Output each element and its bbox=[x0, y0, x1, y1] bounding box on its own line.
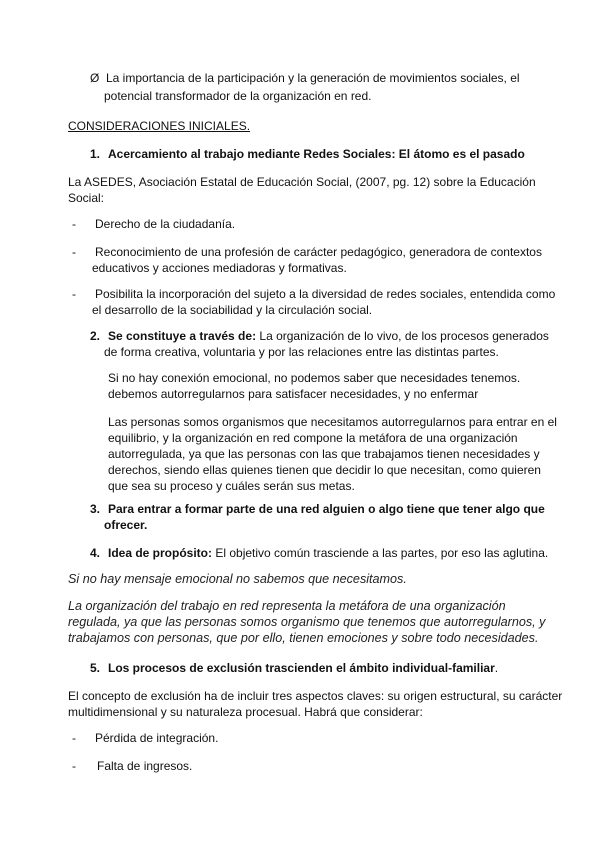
item-number: 5. bbox=[90, 661, 101, 675]
intro-line: La importancia de la participación y la generación de movimientos sociales, el bbox=[106, 71, 520, 85]
exclusion-line: multidimensional y su naturaleza procesual. Habrá que considerar: bbox=[68, 705, 423, 719]
section-heading: CONSIDERACIONES INICIALES. bbox=[68, 119, 251, 133]
dash-bullet-icon: - bbox=[72, 759, 76, 773]
para-line: equilibrio, y la organización en red compone la metáfora de una organización bbox=[108, 431, 518, 445]
item-number: 3. bbox=[90, 502, 101, 516]
dash-item-line: Falta de ingresos. bbox=[97, 759, 193, 773]
item2-line: de forma creativa, voluntaria y por las relaciones entre las distintas partes. bbox=[104, 345, 499, 359]
item-number: 1. bbox=[90, 147, 101, 161]
asedes-line: La ASEDES, Asociación Estatal de Educación Social, (2007, pg. 12) sobre la Educación bbox=[68, 175, 536, 189]
italic-note: Si no hay mensaje emocional no sabemos que necesitamos. bbox=[68, 572, 407, 586]
italic-note: regulada, ya que las personas somos organismo que tenemos que autorregularnos, y bbox=[68, 615, 546, 629]
italic-note: La organización del trabajo en red representa la metáfora de una organización bbox=[68, 599, 506, 613]
dash-bullet-icon: - bbox=[72, 731, 76, 745]
para-line: que sea su proceso y cuáles serán sus metas. bbox=[108, 479, 355, 493]
item5-tail: . bbox=[494, 661, 499, 675]
dash-item-line: el desarrollo de la sociabilidad y la circulación social. bbox=[92, 303, 373, 317]
dash-item-line: Reconocimiento de una profesión de carácter pedagógico, generadora de contextos bbox=[95, 245, 542, 259]
dash-item-line: Pérdida de integración. bbox=[95, 731, 219, 745]
item3-line: ofrecer. bbox=[104, 518, 148, 532]
item1-title: Acercamiento al trabajo mediante Redes Sociales: El átomo es el pasado bbox=[108, 147, 525, 161]
para-line: debemos autorregularnos para satisfacer necesidades, y no enfermar bbox=[108, 387, 479, 401]
para-line: autorregulada, ya que las personas con las que trabajamos tienen necesidades y bbox=[108, 447, 540, 461]
para-line: derechos, siendo ellas quienes tienen que decidir lo que necesitan, como quieren bbox=[108, 463, 541, 477]
item4-text: El objetivo común trasciende a las partes, por eso las aglutina. bbox=[212, 546, 549, 560]
item3-line: Para entrar a formar parte de una red alguien o algo tiene que tener algo que bbox=[108, 502, 545, 516]
item2-line bbox=[108, 328, 549, 344]
item5-title: Los procesos de exclusión trascienden el ámbito individual-familiar bbox=[108, 661, 495, 675]
item4-line bbox=[108, 545, 548, 561]
dash-item-line: Derecho de la ciudadanía. bbox=[95, 217, 236, 231]
item4-title: Idea de propósito: bbox=[108, 546, 213, 560]
item-number: 4. bbox=[90, 546, 101, 560]
italic-note: trabajamos con personas, que por ello, tienen emociones y sobre todo necesidades. bbox=[68, 631, 539, 645]
dash-item-line: Posibilita la incorporación del sujeto a la diversidad de redes sociales, entendida como bbox=[95, 287, 556, 301]
intro-bullet-icon: Ø bbox=[90, 71, 100, 85]
item2-text: La organización de lo vivo, de los procesos generados bbox=[256, 329, 549, 343]
asedes-line: Social: bbox=[68, 191, 105, 205]
para-line: Si no hay conexión emocional, no podemos saber que necesidades tenemos. bbox=[108, 371, 521, 385]
item5-line bbox=[108, 660, 498, 676]
dash-item-line: educativos y acciones mediadoras y formativas. bbox=[92, 261, 347, 275]
exclusion-line: El concepto de exclusión ha de incluir tres aspectos claves: su origen estructural, su carácter bbox=[68, 689, 563, 703]
intro-line: potencial transformador de la organización en red. bbox=[104, 89, 372, 103]
item2-title: Se constituye a través de: bbox=[108, 329, 257, 343]
dash-bullet-icon: - bbox=[72, 245, 76, 259]
dash-bullet-icon: - bbox=[72, 217, 76, 231]
para-line: Las personas somos organismos que necesitamos autorregularnos para entrar en el bbox=[108, 415, 557, 429]
dash-bullet-icon: - bbox=[72, 287, 76, 301]
item-number: 2. bbox=[90, 329, 101, 343]
